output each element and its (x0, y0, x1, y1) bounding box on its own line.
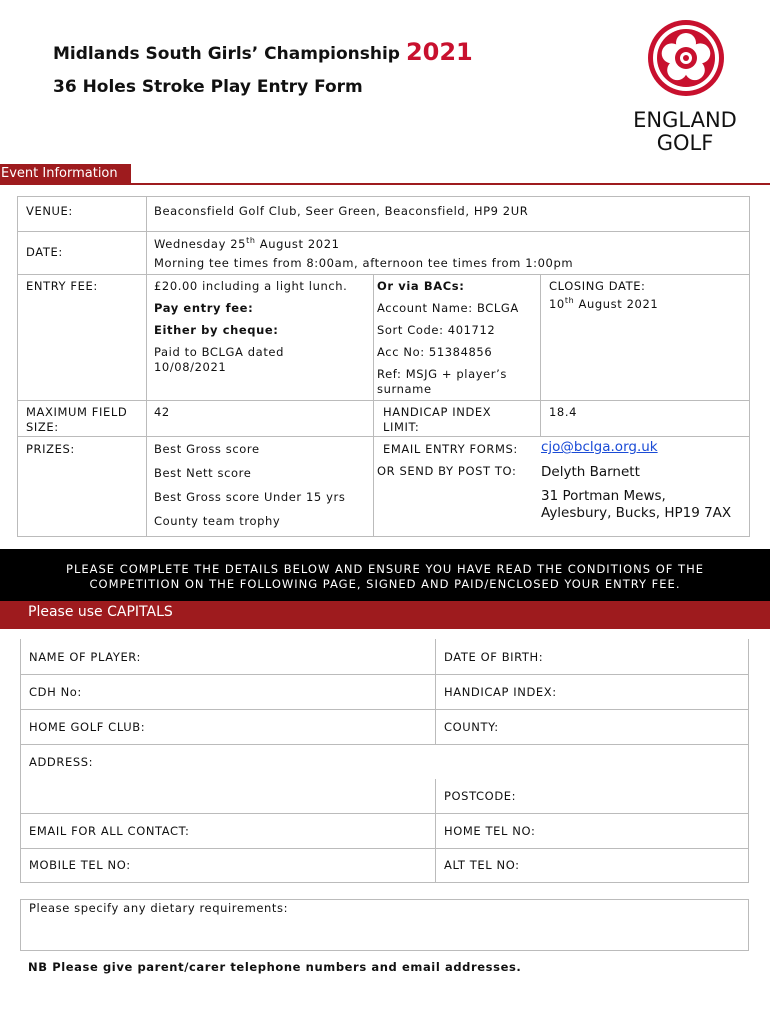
email-entry-link[interactable]: cjo@bclga.org.uk (541, 439, 658, 455)
name-of-player-field[interactable]: NAME OF PLAYER: (29, 650, 142, 664)
cheque-payee: Paid to BCLGA dated (154, 345, 285, 359)
venue-label: VENUE: (26, 204, 73, 218)
county-field[interactable]: COUNTY: (444, 720, 499, 734)
pay-entry-fee: Pay entry fee: (154, 301, 254, 315)
tee-times: Morning tee times from 8:00am, afternoon tee times from 1:00pm (154, 256, 574, 270)
prize-item: Best Gross score (154, 442, 260, 456)
bacs-account-number: Acc No: 51384856 (377, 345, 493, 359)
bacs-heading: Or via BACs: (377, 279, 465, 293)
dietary-requirements-label: Please specify any dietary requirements: (29, 901, 289, 915)
instructions-banner (0, 549, 770, 601)
section-label-event-information: Event Information (0, 164, 131, 184)
logo-word-england: ENGLAND (633, 108, 737, 132)
section-label-capitals: Please use CAPITALS (0, 601, 770, 629)
instructions-line1: PLEASE COMPLETE THE DETAILS BELOW AND ENSURE YOU HAVE READ THE CONDITIONS OF THE (66, 562, 704, 576)
prize-item: County team trophy (154, 514, 281, 528)
post-address-line1: 31 Portman Mews, (541, 488, 666, 504)
max-field-value: 42 (154, 405, 170, 419)
date-label: DATE: (26, 245, 63, 259)
bacs-reference: Ref: MSJG + player’s (377, 367, 507, 381)
handicap-index-field[interactable]: HANDICAP INDEX: (444, 685, 557, 699)
max-field-label: MAXIMUM FIELD (26, 405, 128, 419)
home-tel-field[interactable]: HOME TEL NO: (444, 824, 536, 838)
prize-item: Best Nett score (154, 466, 252, 480)
address-field[interactable]: ADDRESS: (29, 755, 94, 769)
post-label: OR SEND BY POST TO: (377, 464, 517, 478)
date-value: Wednesday 25th August 2021 (154, 236, 340, 251)
instructions-line2: COMPETITION ON THE FOLLOWING PAGE, SIGNED AND PAID/ENCLOSED YOUR ENTRY FEE. (89, 577, 681, 591)
either-by-cheque: Either by cheque: (154, 323, 279, 337)
handicap-limit-value: 18.4 (549, 405, 578, 419)
section-divider (0, 183, 770, 185)
cheque-date: 10/08/2021 (154, 360, 227, 374)
england-golf-logo (620, 16, 750, 156)
closing-date-label: CLOSING DATE: (549, 279, 646, 293)
bacs-sort-code: Sort Code: 401712 (377, 323, 496, 337)
bacs-reference-cont: surname (377, 382, 432, 396)
max-field-label-cont: SIZE: (26, 420, 59, 434)
home-golf-club-field[interactable]: HOME GOLF CLUB: (29, 720, 146, 734)
handicap-limit-label-cont: LIMIT: (383, 420, 420, 434)
venue-value: Beaconsfield Golf Club, Seer Green, Beaconsfield, HP9 2UR (154, 204, 529, 218)
rose-emblem-icon (620, 16, 750, 98)
postcode-field[interactable]: POSTCODE: (444, 789, 517, 803)
alt-tel-field[interactable]: ALT TEL NO: (444, 858, 520, 872)
post-address-line2: Aylesbury, Bucks, HP19 7AX (541, 505, 732, 521)
post-recipient: Delyth Barnett (541, 464, 640, 480)
form-subtitle: 36 Holes Stroke Play Entry Form (53, 77, 363, 97)
entry-fee-value: £20.00 including a light lunch. (154, 279, 348, 293)
prizes-label: PRIZES: (26, 442, 75, 456)
email-contact-field[interactable]: EMAIL FOR ALL CONTACT: (29, 824, 190, 838)
bacs-account-name: Account Name: BCLGA (377, 301, 519, 315)
form-title: Midlands South Girls’ Championship 2021 (53, 38, 473, 66)
cdh-number-field[interactable]: CDH No: (29, 685, 82, 699)
date-of-birth-field[interactable]: DATE OF BIRTH: (444, 650, 544, 664)
footnote: NB Please give parent/carer telephone numbers and email addresses. (28, 960, 522, 974)
closing-date-value: 10th August 2021 (549, 296, 659, 311)
form-year: 2021 (405, 38, 473, 66)
email-entry-label: EMAIL ENTRY FORMS: (383, 442, 518, 456)
mobile-tel-field[interactable]: MOBILE TEL NO: (29, 858, 131, 872)
logo-word-golf: GOLF (656, 131, 714, 155)
handicap-limit-label: HANDICAP INDEX (383, 405, 492, 419)
prize-item: Best Gross score Under 15 yrs (154, 490, 346, 504)
entry-fee-label: ENTRY FEE: (26, 279, 98, 293)
